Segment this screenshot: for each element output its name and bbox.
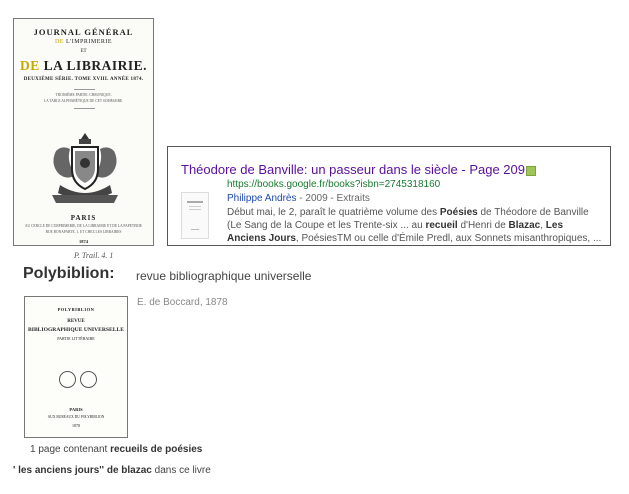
snippet-text: , PoésiesTM ou celle d'Émile Predl, aux Sonnets misanthropiques, ... — [295, 233, 602, 244]
result-meta: Philippe Andrès - 2009 - Extraits — [227, 193, 370, 204]
cover-year: 1874 — [79, 239, 88, 244]
seal-icon — [80, 371, 97, 388]
seal-icon — [59, 371, 76, 388]
search-in-book-line[interactable]: ' les anciens jours'' de blazac dans ce livre — [13, 465, 211, 476]
cover2-sub: PARTIE LITTÉRAIRE — [57, 336, 95, 341]
cover2-city: PARIS — [69, 407, 83, 412]
cover-title-line2: DE L'IMPRIMERIE — [54, 39, 113, 45]
coat-of-arms-icon — [46, 129, 124, 209]
cover-title-line3: ET — [80, 49, 87, 54]
cover2-year: 1878 — [72, 423, 80, 428]
cover-main-title: DE LA LIBRAIRIE. — [20, 58, 147, 73]
snippet-text: d'Henri de — [457, 220, 509, 231]
snippet-keyword: recueil — [425, 220, 458, 231]
book-thumbnail-icon — [182, 193, 208, 238]
cover-sub2: LA TABLE ALPHABÉTIQUE DE CET SOMMAIRE. — [43, 99, 124, 103]
preview-icon[interactable] — [526, 166, 536, 176]
snippet-keyword: Poésies — [439, 207, 478, 218]
cover-publisher2: RUE BONAPARTE, 1, ET CHEZ LES LIBRAIRES — [45, 230, 122, 234]
handwritten-note: P. Trail. 4. 1 — [74, 251, 114, 260]
cover-city: PARIS — [70, 214, 97, 222]
book-title-link[interactable]: Polybiblion: — [23, 265, 115, 282]
cover2-main-title: BIBLIOGRAPHIQUE UNIVERSELLE — [28, 327, 124, 333]
cover2-publisher: AUX BUREAUX DU POLYBIBLION — [47, 415, 105, 419]
book-cover-polybiblion[interactable] — [24, 296, 128, 438]
search-result-card — [167, 146, 611, 246]
cover-sub1: TROISIÈME PARTIE. CHRONIQUE. — [55, 93, 112, 97]
snippet-keyword: Les Anciens Jours — [227, 220, 564, 244]
publisher-info: E. de Boccard, 1878 — [137, 297, 228, 308]
book-cover-journal[interactable] — [13, 18, 154, 260]
cover-title-line1: JOURNAL GÉNÉRAL — [33, 27, 134, 37]
book-subtitle: revue bibliographique universelle — [136, 269, 312, 283]
snippet-keyword: Blazac — [508, 220, 541, 231]
snippet-text: Début mai, le 2, paraît le quatrième volume des — [227, 207, 440, 218]
cover2-top: POLYBIBLION — [57, 307, 95, 312]
author-link[interactable]: Philippe Andrès — [227, 193, 297, 204]
cover-divider — [74, 108, 95, 109]
snippet-text: de Théodore de Banville (Le Sang de la Coupe et les Trente-six ... au — [227, 207, 589, 231]
result-snippet — [227, 206, 603, 245]
cover-publisher1: AU CERCLE DE L'IMPRIMERIE, DE LA LIBRAIRIE ET DE LA PAPETERIE — [24, 224, 143, 228]
cover2-revue: REVUE — [67, 319, 85, 324]
snippet-text: , — [540, 220, 546, 231]
cover-divider — [74, 89, 95, 90]
page-count-line[interactable]: 1 page contenant recueils de poésies — [30, 444, 203, 455]
result-thumbnail[interactable] — [181, 192, 209, 239]
cover-serie: DEUXIÈME SÉRIE. TOME XVIII. ANNÉE 1874. — [23, 77, 144, 82]
result-title-link[interactable]: Théodore de Banville: un passeur dans le siècle - Page 209 — [181, 162, 536, 177]
result-url[interactable]: https://books.google.fr/books?isbn=2745318160 — [227, 179, 441, 190]
